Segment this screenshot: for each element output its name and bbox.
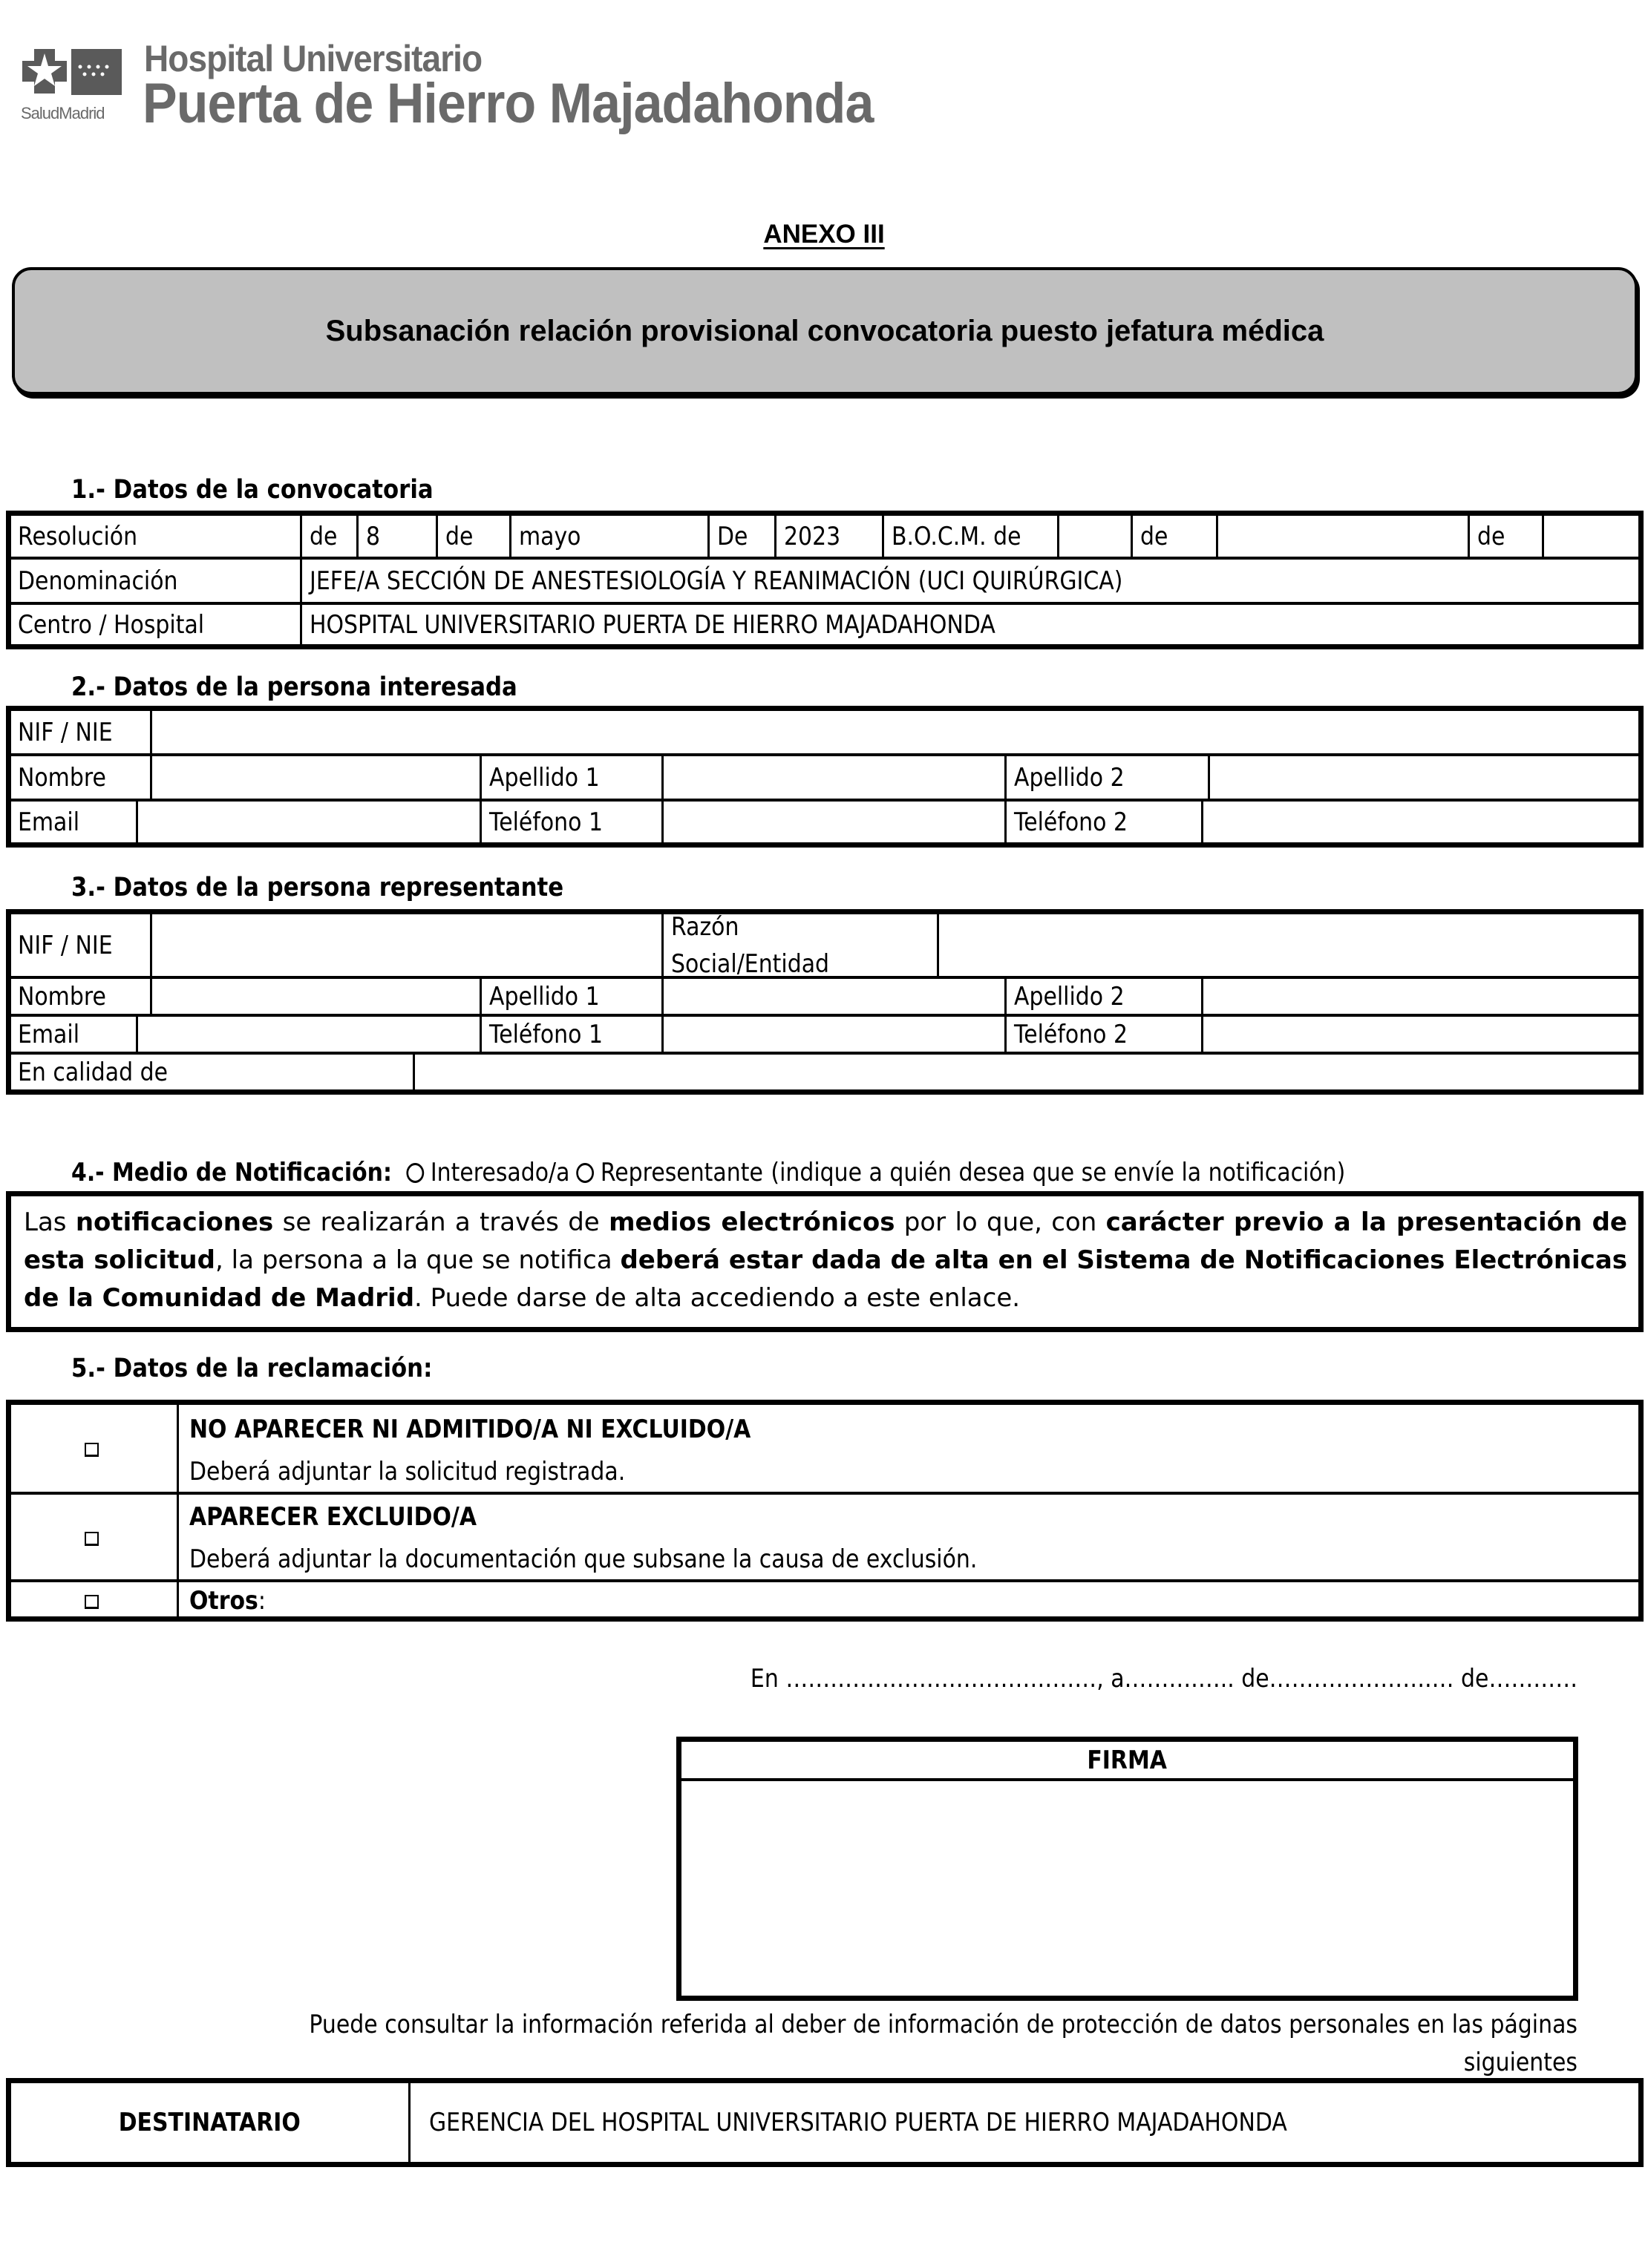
resolucion-month-field[interactable]: mayo [519,522,581,551]
rep-telefono1-field[interactable] [664,1017,1004,1052]
option-1-title: NO APARECER NI ADMITIDO/A NI EXCLUIDO/A [189,1415,751,1444]
resolucion-year-field[interactable]: 2023 [784,522,841,551]
apellido1-field[interactable] [664,756,1004,799]
section-1-heading: 1.- Datos de la convocatoria [71,475,434,505]
bocm-label: B.O.C.M. de [892,522,1021,551]
telefono2-label: Teléfono 2 [1014,807,1128,837]
resolucion-de-3: De [717,522,748,551]
apellido2-label: Apellido 2 [1014,762,1125,793]
rep-telefono1-label: Teléfono 1 [489,1019,603,1049]
form-title: Subsanación relación provisional convocatoria puesto jefatura médica [325,314,1324,347]
centro-field[interactable]: HOSPITAL UNIVERSITARIO PUERTA DE HIERRO MAJADAHONDA [310,610,995,640]
resolucion-label: Resolución [18,522,138,551]
notification-method-row [71,1156,1345,1189]
rep-apellido2-label: Apellido 2 [1014,981,1125,1012]
calidad-field[interactable] [415,1055,1638,1089]
rep-telefono2-label: Teléfono 2 [1014,1019,1128,1049]
option-3-otros[interactable]: Otros: [189,1586,266,1616]
place-date-line[interactable]: En ……………………………………, a……….….. de………………….… de………… [750,1664,1577,1694]
privacy-note: Puede consultar la información referida al deber de información de protección de datos personales en las páginas siguientes [309,2010,1577,2077]
divider [9,1492,1641,1495]
notification-notice-text: Las notificaciones se realizarán a través de medios electrónicos por lo que, con carácter previo a la presentación de esta solicitud, la persona a la que se notifica deberá estar dada de alta en el Sistema de Notificaciones Electrónicas de la Comunidad de Madrid. Puede darse de alta accediendo a este enlace. [24,1207,1628,1313]
telefono1-label: Teléfono 1 [489,807,603,837]
bocm-year-field[interactable] [1544,516,1638,557]
divider [9,1579,1641,1582]
razon-social-field[interactable] [939,914,1638,976]
annex-label-text: ANEXO III [763,220,885,249]
option-representante-radio[interactable] [576,1158,763,1187]
resolucion-de-2: de [445,522,474,551]
option-interesado-radio[interactable] [406,1158,569,1187]
centro-label: Centro / Hospital [18,610,205,640]
email-label: Email [18,807,80,837]
logo-line-2: Puerta de Hierro Majadahonda [143,72,874,135]
checkbox-no-aparecer[interactable] [85,1443,99,1457]
resolucion-day-field[interactable]: 8 [366,522,381,551]
form-title-box [12,267,1638,395]
rep-apellido1-label: Apellido 1 [489,981,600,1012]
option-1-detail: Deberá adjuntar la solicitud registrada. [189,1457,626,1487]
bocm-de-1: de [1140,522,1168,551]
nombre-label: Nombre [18,762,106,793]
nif-field[interactable] [152,711,1637,753]
option-2-detail: Deberá adjuntar la documentación que subsane la causa de exclusión. [189,1544,978,1574]
section-2-heading: 2.- Datos de la persona interesada [71,672,517,702]
denominacion-label: Denominación [18,566,178,596]
telefono2-field[interactable] [1203,802,1638,843]
rep-apellido1-field[interactable] [664,979,1004,1014]
rep-telefono2-field[interactable] [1203,1017,1638,1052]
option-interesado-label: Interesado/a [430,1158,570,1187]
notification-hint: (indique a quién desea que se envíe la notificación) [771,1158,1346,1187]
rep-apellido2-field[interactable] [1203,979,1638,1014]
hospital-logo [19,38,910,135]
section-3-heading: 3.- Datos de la persona representante [71,873,564,902]
destinatario-value: GERENCIA DEL HOSPITAL UNIVERSITARIO PUERTA DE HIERRO MAJADAHONDA [429,2108,1287,2137]
bocm-day-field[interactable] [1059,516,1131,557]
telefono1-field[interactable] [664,802,1004,843]
annex-label [0,220,1648,249]
rep-nif-label: NIF / NIE [18,930,113,960]
rep-email-label: Email [18,1019,80,1049]
resolucion-de-1: de [310,522,338,551]
bocm-month-field[interactable] [1218,516,1468,557]
calidad-label: En calidad de [18,1057,169,1087]
radio-circle-icon [576,1163,594,1183]
denominacion-field[interactable]: JEFE/A SECCIÓN DE ANESTESIOLOGÍA Y REANIMACIÓN (UCI QUIRÚRGICA) [310,566,1123,596]
nombre-field[interactable] [152,756,480,799]
checkbox-otros[interactable] [85,1595,99,1609]
checkbox-aparecer-excluido[interactable] [85,1532,99,1546]
rep-nombre-label: Nombre [18,981,106,1012]
destinatario-label: DESTINATARIO [118,2108,301,2137]
rep-email-field[interactable] [138,1017,480,1052]
nif-label: NIF / NIE [18,717,113,747]
apellido2-field[interactable] [1210,756,1638,799]
rep-nombre-field[interactable] [152,979,480,1014]
logo-brand-text: SaludMadrid [21,104,105,122]
section-4-heading: 4.- Medio de Notificación: [71,1158,392,1187]
apellido1-label: Apellido 1 [489,762,600,793]
divider [679,1778,1575,1781]
rep-nif-field[interactable] [152,914,661,976]
bocm-de-2: de [1477,522,1505,551]
option-2-title: APARECER EXCLUIDO/A [189,1502,477,1532]
divider [408,2081,411,2164]
section-5-heading: 5.- Datos de la reclamación: [71,1354,433,1383]
radio-circle-icon [406,1163,424,1183]
email-field[interactable] [138,802,480,843]
firma-label: FIRMA [1087,1745,1168,1775]
divider [177,1403,179,1619]
razon-social-label: Razón Social/Entidad [671,911,830,979]
option-representante-label: Representante [600,1158,763,1187]
logo-line-1: Hospital Universitario [144,38,483,79]
